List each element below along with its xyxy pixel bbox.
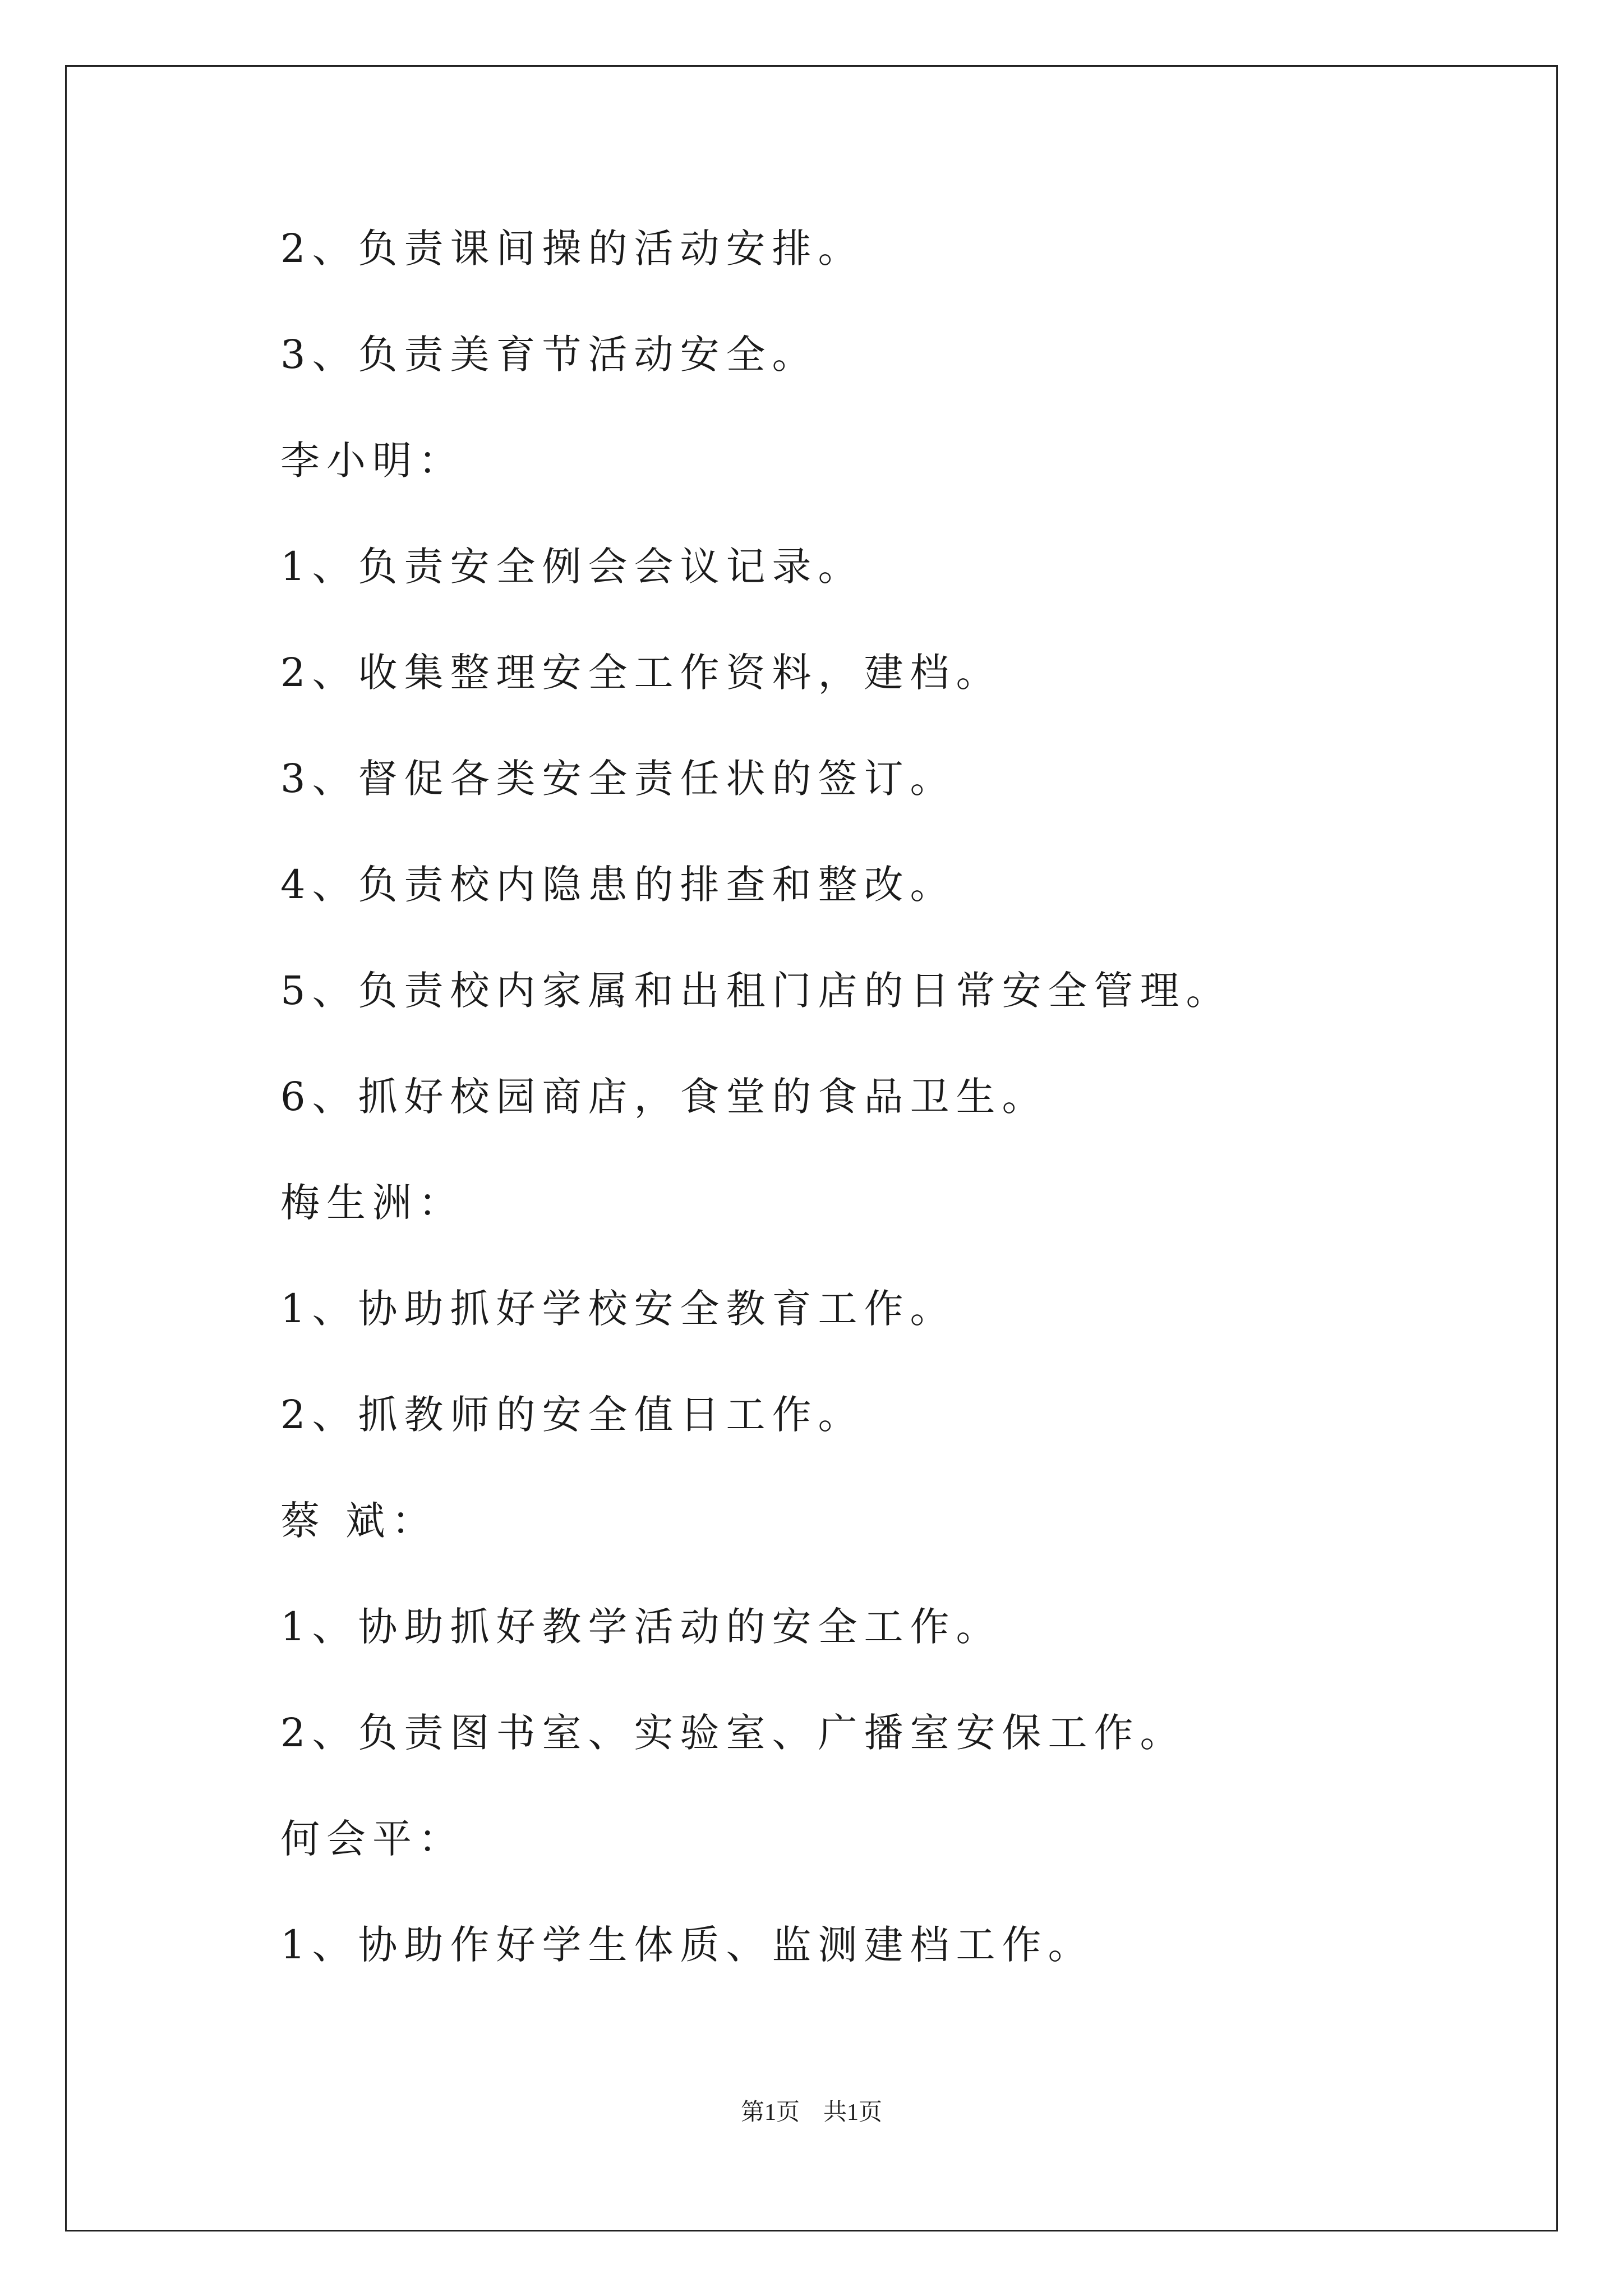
person-heading: 梅生洲： <box>280 1180 464 1226</box>
text-line: 3、负责美育节活动安全。 <box>280 332 818 378</box>
text-line: 2、负责课间操的活动安排。 <box>280 226 864 272</box>
person-heading: 蔡 斌： <box>280 1498 438 1544</box>
text-line: 6、抓好校园商店，食堂的食品卫生。 <box>280 1074 1048 1120</box>
text-line: 1、负责安全例会会议记录。 <box>280 544 864 590</box>
text-line: 1、协助作好学生体质、监测建档工作。 <box>280 1922 1094 1968</box>
text-line: 2、抓教师的安全值日工作。 <box>280 1392 864 1438</box>
person-heading: 李小明： <box>280 438 464 484</box>
document-body <box>280 222 1458 2024</box>
page-footer: 第1页 共1页 <box>740 2100 882 2125</box>
text-line: 3、督促各类安全责任状的签订。 <box>280 756 956 802</box>
person-heading: 何会平： <box>280 1816 464 1862</box>
text-line: 5、负责校内家属和出租门店的日常安全管理。 <box>280 968 1232 1014</box>
text-line: 4、负责校内隐患的排查和整改。 <box>280 862 956 908</box>
text-line: 1、协助抓好学校安全教育工作。 <box>280 1286 956 1332</box>
text-line: 2、负责图书室、实验室、广播室安保工作。 <box>280 1710 1186 1756</box>
text-line: 2、收集整理安全工作资料，建档。 <box>280 650 1002 696</box>
text-line: 1、协助抓好教学活动的安全工作。 <box>280 1604 1002 1650</box>
